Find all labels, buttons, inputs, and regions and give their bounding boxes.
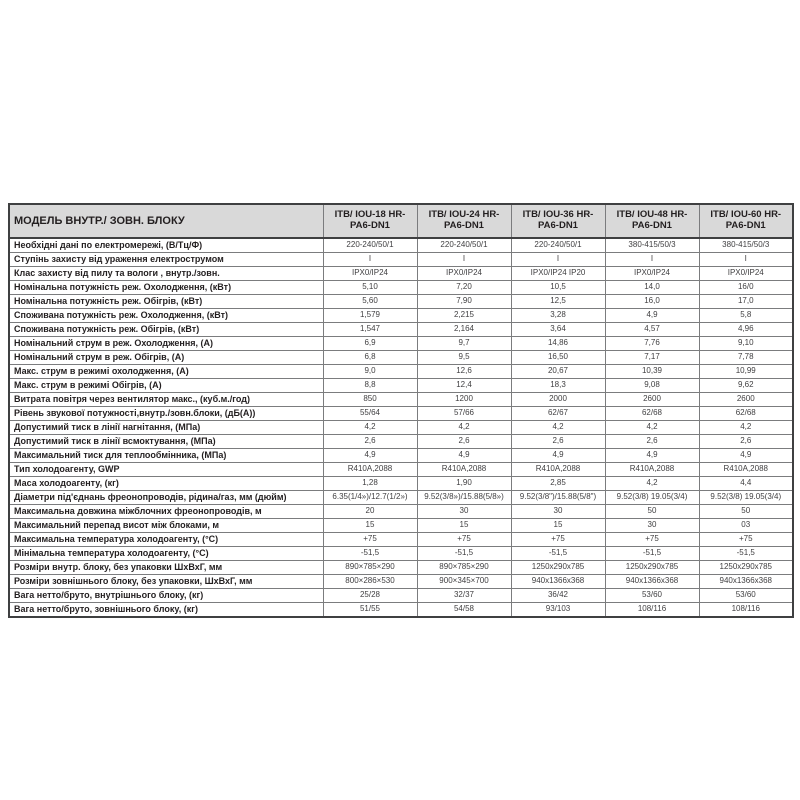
value-cell: 4,9 — [699, 449, 793, 463]
value-cell: 53/60 — [699, 589, 793, 603]
value-cell: 4,57 — [605, 323, 699, 337]
table-row — [9, 491, 793, 505]
value-cell: I — [511, 253, 605, 267]
value-cell: 9,0 — [323, 365, 417, 379]
value-cell: 20 — [323, 505, 417, 519]
value-cell: 2,215 — [417, 309, 511, 323]
row-label: Макс. струм в режимі охолодження, (А) — [9, 365, 323, 379]
table-row — [9, 603, 793, 618]
value-cell: 18,3 — [511, 379, 605, 393]
row-label: Розміри зовнішнього блоку, без упаковки, ШхВхГ, мм — [9, 575, 323, 589]
table-row — [9, 463, 793, 477]
value-cell: 4,2 — [511, 421, 605, 435]
value-cell: 9.52(3/8»)/15.88(5/8») — [417, 491, 511, 505]
value-cell: 50 — [699, 505, 793, 519]
value-cell: IPX0/IP24 — [699, 267, 793, 281]
table-row — [9, 238, 793, 253]
value-cell: 108/116 — [699, 603, 793, 618]
value-cell: IPX0/IP24 IP20 — [511, 267, 605, 281]
value-cell: 62/68 — [699, 407, 793, 421]
value-cell: 36/42 — [511, 589, 605, 603]
value-cell: 220-240/50/1 — [323, 238, 417, 253]
value-cell: 108/116 — [605, 603, 699, 618]
value-cell: 5,60 — [323, 295, 417, 309]
row-label: Номінальна потужність реж. Охолодження, (кВт) — [9, 281, 323, 295]
value-cell: R410A,2088 — [605, 463, 699, 477]
value-cell: +75 — [605, 533, 699, 547]
value-cell: I — [699, 253, 793, 267]
value-cell: 54/58 — [417, 603, 511, 618]
value-cell: 3,28 — [511, 309, 605, 323]
value-cell: 5,8 — [699, 309, 793, 323]
value-cell: 6.35(1/4»)/12.7(1/2») — [323, 491, 417, 505]
value-cell: 57/66 — [417, 407, 511, 421]
value-cell: 9,7 — [417, 337, 511, 351]
value-cell: 55/64 — [323, 407, 417, 421]
value-cell: 50 — [605, 505, 699, 519]
value-cell: +75 — [323, 533, 417, 547]
value-cell: 4,9 — [323, 449, 417, 463]
value-cell: 15 — [323, 519, 417, 533]
value-cell: 2600 — [605, 393, 699, 407]
row-label: Рівень звукової потужності,внутр./зовн.блоки, (дБ(А)) — [9, 407, 323, 421]
value-cell: 10,99 — [699, 365, 793, 379]
table-row — [9, 295, 793, 309]
value-cell: IPX0/IP24 — [323, 267, 417, 281]
row-label: Необхідні дані по електромережі, (В/Тц/Ф) — [9, 238, 323, 253]
spec-table — [8, 203, 794, 618]
row-label: Вага нетто/бруто, зовнішнього блоку, (кг) — [9, 603, 323, 618]
value-cell: 1250x290x785 — [605, 561, 699, 575]
value-cell: 15 — [511, 519, 605, 533]
row-label: Тип холодоагенту, GWP — [9, 463, 323, 477]
value-cell: 4,2 — [605, 477, 699, 491]
value-cell: 2,6 — [323, 435, 417, 449]
value-cell: 2,6 — [605, 435, 699, 449]
value-cell: 3,64 — [511, 323, 605, 337]
value-cell: 7,76 — [605, 337, 699, 351]
row-label: Споживана потужність реж. Обігрів, (кВт) — [9, 323, 323, 337]
value-cell: 2,164 — [417, 323, 511, 337]
value-cell: 20,67 — [511, 365, 605, 379]
row-label: Мінімальна температура холодоагенту, (°С) — [9, 547, 323, 561]
value-cell: 4,96 — [699, 323, 793, 337]
value-cell: 8,8 — [323, 379, 417, 393]
value-cell: 1250x290x785 — [511, 561, 605, 575]
value-cell: 10,39 — [605, 365, 699, 379]
table-row — [9, 309, 793, 323]
value-cell: 4,9 — [605, 449, 699, 463]
value-cell: 1,579 — [323, 309, 417, 323]
value-cell: 2,85 — [511, 477, 605, 491]
table-row — [9, 407, 793, 421]
row-label: Макс. струм в режимі Обігрів, (А) — [9, 379, 323, 393]
row-label: Діаметри під'єднань фреонопроводів, рідина/газ, мм (дюйм) — [9, 491, 323, 505]
table-row — [9, 337, 793, 351]
value-cell: 2,6 — [511, 435, 605, 449]
value-cell: +75 — [699, 533, 793, 547]
value-cell: IPX0/IP24 — [417, 267, 511, 281]
table-row — [9, 281, 793, 295]
value-cell: -51,5 — [699, 547, 793, 561]
value-cell: 7,20 — [417, 281, 511, 295]
value-cell: 800×286×530 — [323, 575, 417, 589]
value-cell: 4,9 — [511, 449, 605, 463]
value-cell: 62/68 — [605, 407, 699, 421]
row-label: Допустимий тиск в лінії нагнітання, (МПа) — [9, 421, 323, 435]
table-row — [9, 505, 793, 519]
model-column-header: ITB/ IOU-48 HR-PA6-DN1 — [605, 204, 699, 238]
value-cell: 53/60 — [605, 589, 699, 603]
table-row — [9, 253, 793, 267]
row-label: Розміри внутр. блоку, без упаковки ШхВхГ, мм — [9, 561, 323, 575]
row-label: Максимальна температура холодоагенту, (°С) — [9, 533, 323, 547]
value-cell: 2000 — [511, 393, 605, 407]
value-cell: -51,5 — [605, 547, 699, 561]
model-column-header: ITB/ IOU-36 HR-PA6-DN1 — [511, 204, 605, 238]
value-cell: 15 — [417, 519, 511, 533]
value-cell: 850 — [323, 393, 417, 407]
value-cell: 2600 — [699, 393, 793, 407]
value-cell: 62/67 — [511, 407, 605, 421]
row-label: Витрата повітря через вентилятор макс., (куб.м./год) — [9, 393, 323, 407]
table-row — [9, 561, 793, 575]
value-cell: I — [323, 253, 417, 267]
value-cell: 9,08 — [605, 379, 699, 393]
table-row — [9, 589, 793, 603]
table-row — [9, 393, 793, 407]
value-cell: 2,6 — [699, 435, 793, 449]
value-cell: R410A,2088 — [511, 463, 605, 477]
value-cell: 6,8 — [323, 351, 417, 365]
value-cell: 940x1366x368 — [511, 575, 605, 589]
value-cell: 14,86 — [511, 337, 605, 351]
value-cell: 4,9 — [605, 309, 699, 323]
value-cell: 9.52(3/8) 19.05(3/4) — [699, 491, 793, 505]
row-label: Клас захисту від пилу та вологи , внутр./зовн. — [9, 267, 323, 281]
row-label: Вага нетто/бруто, внутрішнього блоку, (кг) — [9, 589, 323, 603]
value-cell: 1,28 — [323, 477, 417, 491]
value-cell: 30 — [417, 505, 511, 519]
table-row — [9, 379, 793, 393]
value-cell: 9,62 — [699, 379, 793, 393]
value-cell: 16,0 — [605, 295, 699, 309]
value-cell: 1200 — [417, 393, 511, 407]
value-cell: 10,5 — [511, 281, 605, 295]
model-column-header: ITB/ IOU-18 HR-PA6-DN1 — [323, 204, 417, 238]
table-row — [9, 477, 793, 491]
value-cell: +75 — [511, 533, 605, 547]
table-row — [9, 449, 793, 463]
value-cell: 14,0 — [605, 281, 699, 295]
table-row — [9, 323, 793, 337]
value-cell: 03 — [699, 519, 793, 533]
value-cell: 6,9 — [323, 337, 417, 351]
value-cell: -51,5 — [511, 547, 605, 561]
value-cell: 12,5 — [511, 295, 605, 309]
value-cell: 16,50 — [511, 351, 605, 365]
row-label: Максимальний перепад висот між блоками, м — [9, 519, 323, 533]
value-cell: 12,6 — [417, 365, 511, 379]
value-cell: R410A,2088 — [417, 463, 511, 477]
value-cell: 9.52(3/8) 19.05(3/4) — [605, 491, 699, 505]
value-cell: 940x1366x368 — [605, 575, 699, 589]
row-label: Максимальний тиск для теплообмінника, (МПа) — [9, 449, 323, 463]
row-label: Номінальний струм в реж. Охолодження, (А) — [9, 337, 323, 351]
value-cell: 2,6 — [417, 435, 511, 449]
value-cell: 940x1366x368 — [699, 575, 793, 589]
table-corner-header: МОДЕЛЬ ВНУТР./ ЗОВН. БЛОКУ — [9, 204, 323, 238]
table-row — [9, 575, 793, 589]
value-cell: 4,2 — [699, 421, 793, 435]
value-cell: 4,4 — [699, 477, 793, 491]
row-label: Номінальна потужність реж. Обігрів, (кВт) — [9, 295, 323, 309]
value-cell: I — [605, 253, 699, 267]
value-cell: 4,9 — [417, 449, 511, 463]
value-cell: 9.52(3/8")/15.88(5/8") — [511, 491, 605, 505]
value-cell: 380-415/50/3 — [605, 238, 699, 253]
value-cell: 7,17 — [605, 351, 699, 365]
value-cell: 93/103 — [511, 603, 605, 618]
value-cell: 12,4 — [417, 379, 511, 393]
value-cell: 32/37 — [417, 589, 511, 603]
value-cell: -51,5 — [417, 547, 511, 561]
table-row — [9, 267, 793, 281]
table-row — [9, 351, 793, 365]
table-row — [9, 421, 793, 435]
value-cell: 5,10 — [323, 281, 417, 295]
value-cell: IPX0/IP24 — [605, 267, 699, 281]
model-column-header: ITB/ IOU-24 HR-PA6-DN1 — [417, 204, 511, 238]
row-label: Максимальна довжина міжблочних фреонопроводів, м — [9, 505, 323, 519]
value-cell: 890×785×290 — [323, 561, 417, 575]
value-cell: 25/28 — [323, 589, 417, 603]
value-cell: 220-240/50/1 — [511, 238, 605, 253]
row-label: Допустимий тиск в лінії всмоктування, (МПа) — [9, 435, 323, 449]
value-cell: 17,0 — [699, 295, 793, 309]
value-cell: 7,78 — [699, 351, 793, 365]
value-cell: 30 — [605, 519, 699, 533]
table-header-row — [9, 204, 793, 238]
row-label: Номінальний струм в реж. Обігрів, (А) — [9, 351, 323, 365]
value-cell: -51,5 — [323, 547, 417, 561]
value-cell: 1,547 — [323, 323, 417, 337]
table-row — [9, 519, 793, 533]
table-row — [9, 365, 793, 379]
value-cell: 7,90 — [417, 295, 511, 309]
value-cell: 4,2 — [605, 421, 699, 435]
value-cell: 4,2 — [417, 421, 511, 435]
value-cell: 1250x290x785 — [699, 561, 793, 575]
table-row — [9, 547, 793, 561]
row-label: Маса холодоагенту, (кг) — [9, 477, 323, 491]
value-cell: 1,90 — [417, 477, 511, 491]
model-column-header: ITB/ IOU-60 HR-PA6-DN1 — [699, 204, 793, 238]
value-cell: R410A,2088 — [699, 463, 793, 477]
value-cell: +75 — [417, 533, 511, 547]
value-cell: 380-415/50/3 — [699, 238, 793, 253]
value-cell: R410A,2088 — [323, 463, 417, 477]
value-cell: 890×785×290 — [417, 561, 511, 575]
value-cell: I — [417, 253, 511, 267]
value-cell: 30 — [511, 505, 605, 519]
value-cell: 16/0 — [699, 281, 793, 295]
value-cell: 900×345×700 — [417, 575, 511, 589]
row-label: Ступінь захисту від ураження електрострумом — [9, 253, 323, 267]
row-label: Споживана потужність реж. Охолодження, (кВт) — [9, 309, 323, 323]
value-cell: 9,5 — [417, 351, 511, 365]
table-row — [9, 435, 793, 449]
value-cell: 51/55 — [323, 603, 417, 618]
value-cell: 4,2 — [323, 421, 417, 435]
value-cell: 9,10 — [699, 337, 793, 351]
table-row — [9, 533, 793, 547]
value-cell: 220-240/50/1 — [417, 238, 511, 253]
